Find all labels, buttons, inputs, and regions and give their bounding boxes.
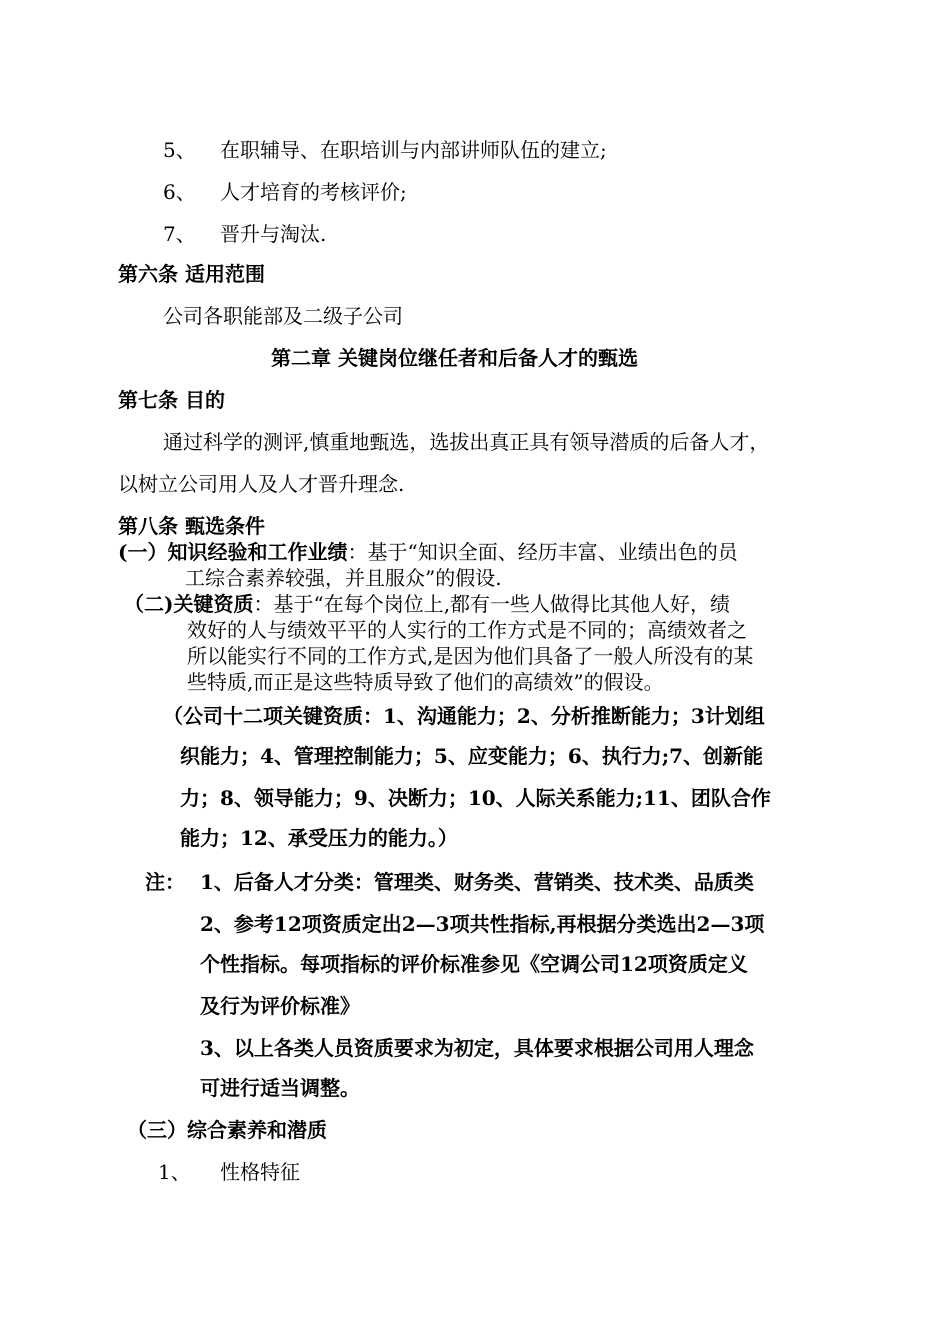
- sub-item-text: 性格特征: [220, 1160, 300, 1184]
- criteria-text-line: 工综合素养较强，并且服众”的假设.: [185, 566, 502, 590]
- criteria-item-2: [124, 594, 730, 614]
- article-7-body-line: 以树立公司用人及人才晋升理念.: [118, 472, 405, 496]
- article-6-heading: 第六条 适用范围: [118, 262, 265, 286]
- article-7-body-line: 通过科学的测评,慎重地甄选，选拔出真正具有领导潜质的后备人才，: [163, 430, 770, 454]
- note-line: 可进行适当调整。: [200, 1076, 360, 1100]
- list-item-text: 晋升与淘汰.: [220, 222, 327, 246]
- note-label: 注：: [145, 870, 185, 894]
- article-8-heading: 第八条 甄选条件: [118, 514, 265, 538]
- criteria-label: (一）知识经验和工作业绩: [118, 540, 348, 564]
- list-number: 6、: [163, 180, 196, 204]
- criteria-item-3-label: （三）综合素养和潜质: [127, 1118, 327, 1142]
- note-line: 2、参考12项资质定出2—3项共性指标,再根据分类选出2—3项: [200, 912, 765, 936]
- list-item: [163, 140, 196, 160]
- list-item-text: 人才培育的考核评价;: [220, 180, 407, 204]
- qualities-line: （公司十二项关键资质：1、沟通能力；2、分析推断能力；3计划组: [163, 704, 765, 728]
- note-line: 个性指标。每项指标的评价标准参见《空调公司12项资质定义: [200, 952, 748, 976]
- criteria-text-line: 些特质,而正是这些特质导致了他们的高绩效”的假设。: [187, 670, 664, 694]
- list-number: 5、: [163, 138, 196, 162]
- criteria-text: ：基于“知识全面、经历丰富、业绩出色的员: [347, 540, 738, 564]
- list-number: 7、: [163, 222, 196, 246]
- article-6-body: 公司各职能部及二级子公司: [163, 304, 403, 328]
- note-line: 及行为评价标准》: [200, 994, 360, 1018]
- article-7-heading: 第七条 目的: [118, 388, 225, 412]
- sub-item-number: 1、: [158, 1160, 191, 1184]
- criteria-text-line: 效好的人与绩效平平的人实行的工作方式是不同的；高绩效者之: [187, 618, 747, 642]
- criteria-label: （二)关键资质: [124, 592, 254, 616]
- note-line: 1、后备人才分类：管理类、财务类、营销类、技术类、品质类: [200, 870, 754, 894]
- criteria-text: ：基于“在每个岗位上,都有一些人做得比其他人好，绩: [253, 592, 731, 616]
- criteria-item-1: [118, 542, 738, 562]
- note-line: 3、以上各类人员资质要求为初定，具体要求根据公司用人理念: [200, 1036, 754, 1060]
- list-item: [163, 182, 196, 202]
- chapter-title: 第二章 关键岗位继任者和后备人才的甄选: [271, 346, 638, 370]
- qualities-line: 能力；12、承受压力的能力。）: [180, 826, 458, 850]
- qualities-line: 织能力；4、管理控制能力；5、应变能力；6、执行力;7、创新能: [180, 744, 764, 768]
- list-item: [163, 224, 196, 244]
- criteria-text-line: 所以能实行不同的工作方式,是因为他们具备了一般人所没有的某: [187, 644, 754, 668]
- qualities-line: 力；8、领导能力；9、决断力；10、人际关系能力;11、团队合作: [180, 786, 771, 810]
- list-item-text: 在职辅导、在职培训与内部讲师队伍的建立;: [220, 138, 607, 162]
